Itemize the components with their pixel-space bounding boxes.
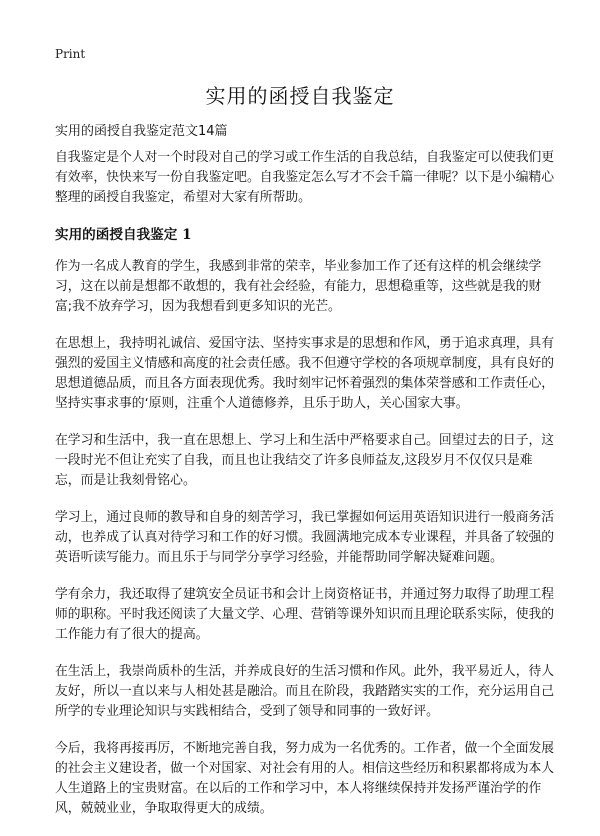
print-link[interactable]: Print xyxy=(55,47,86,61)
body-paragraph: 在思想上，我持明礼诚信、爱国守法、坚持实事求是的思想和作风，勇于追求真理，具有强烈的爱国主义情感和高度的社会责任感。我不但遵守学校的各项规章制度，具有良好的思想道德品质，而且各方面表现优秀。我时刻牢记怀着强烈的集体荣誉感和工作责任心，坚持实事求事的‘原则，注重个人道德修养，且乐于助人，关心国家大事。 xyxy=(55,336,555,411)
body-paragraph: 在生活上，我崇尚质朴的生活，并养成良好的生活习惯和作风。此外，我平易近人，待人友好，所以一直以来与人相处甚是融洽。而且在阶段，我踏踏实实的工作，充分运用自己所学的专业理论知识与实践相结合，受到了领导和同事的一致好评。 xyxy=(55,664,555,719)
body-paragraph: 在学习和生活中，我一直在思想上、学习上和生活中严格要求自己。回望过去的日子，这一段时光不但让充实了自我，而且也让我结交了许多良师益友,这段岁月不仅仅只是难忘，而是让我刻骨铭心。 xyxy=(55,433,555,488)
body-paragraph: 作为一名成人教育的学生，我感到非常的荣幸，毕业参加工作了还有这样的机会继续学习，这在以前是想都不敢想的，我有社会经验，有能力，思想稳重等，这些就是我的财富;我不放弃学习，因为我想看到更多知识的光芒。 xyxy=(55,259,542,314)
section-heading: 实用的函授自我鉴定 1 xyxy=(55,227,192,243)
document-subtitle: 实用的函授自我鉴定范文14篇 xyxy=(55,124,228,139)
body-paragraph: 今后，我将再接再厉，不断地完善自我，努力成为一名优秀的。工作者，做一个全面发展的社会主义建设者，做一个对国家、对社会有用的人。相信这些经历和积累都将成为本人人生道路上的宝贵财富。在以后的工作和学习中，本人将继续保持并发扬严谨治学的作风，兢兢业业，争取取得更大的成绩。 xyxy=(55,741,555,816)
body-paragraph: 学有余力，我还取得了建筑安全员证书和会计上岗资格证书，并通过努力取得了助理工程师的职称。平时我还阅读了大量文学、心理、营销等课外知识而且理论联系实际，使我的工作能力有了很大的提高。 xyxy=(55,587,555,642)
body-paragraph: 学习上，通过良师的教导和自身的刻苦学习，我已掌握如何运用英语知识进行一般商务活动，也养成了认真对待学习和工作的好习惯。我圆满地完成本专业课程，并具备了较强的英语听读写能力。而且乐于与同学分享学习经验，并能帮助同学解决疑难问题。 xyxy=(55,510,555,565)
intro-paragraph: 自我鉴定是个人对一个时段对自己的学习或工作生活的自我总结，自我鉴定可以使我们更有效率，快快来写一份自我鉴定吧。自我鉴定怎么写才不会千篇一律呢？以下是小编精心整理的函授自我鉴定，希望对大家有所帮助。 xyxy=(55,150,555,205)
document-body xyxy=(55,148,555,836)
document-title: 实用的函授自我鉴定 xyxy=(205,84,395,108)
